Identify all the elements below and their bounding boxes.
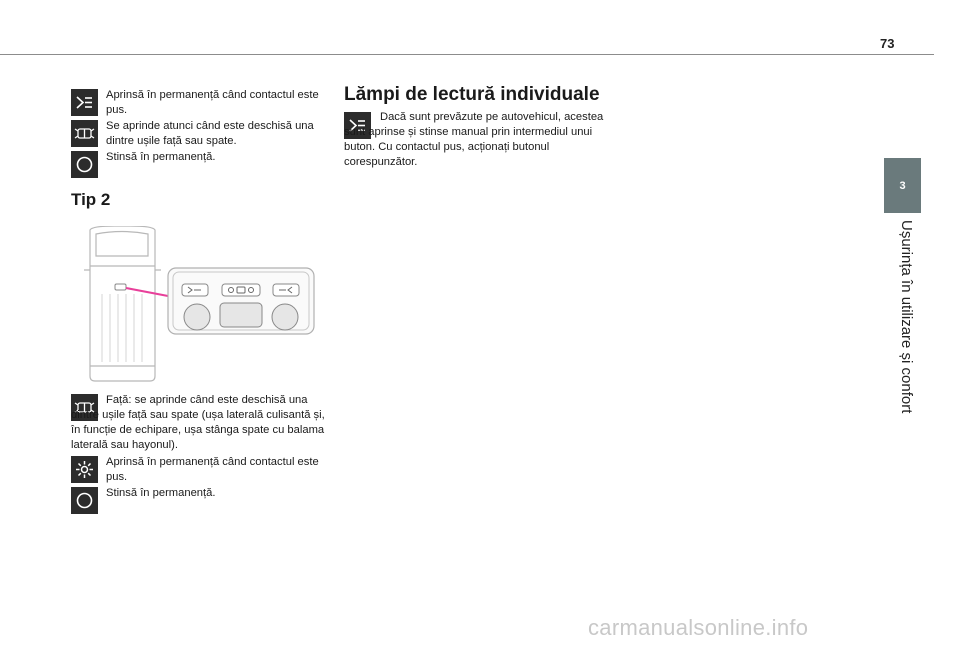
courtesy-lamp-icon — [71, 89, 98, 116]
reading-lamps-text: Dacă sunt prevăzute pe autovehicul, acestea sunt aprinse și stinse manual prin intermediul unui buton. Cu contactul pus, acționați butonul corespunzător. — [344, 111, 604, 168]
chapter-tab[interactable]: 3 — [884, 158, 921, 213]
page-number: 73 — [880, 36, 895, 51]
ceiling-lamp-figure — [70, 226, 320, 386]
item2-door-text: Față: se aprinde când este deschisă una dintre ușile față sau spate (ușa laterală culisantă și, în funcție de echipare, ușa stânga spate cu balama laterală sau hayonul). — [71, 394, 325, 451]
item-lamp-on-text: Aprinsă în permanență când contactul este pus. — [106, 89, 319, 116]
item2-off-text: Stinsă în permanență. — [106, 487, 216, 499]
chapter-title: Ușurința în utilizare și confort — [898, 220, 915, 414]
sun-lamp-icon — [71, 456, 98, 483]
door-open-icon — [71, 120, 98, 147]
item-off-text: Stinsă în permanență. — [106, 151, 216, 163]
watermark: carmanualsonline.info — [588, 615, 809, 640]
heading-reading-lamps: Lămpi de lectură individuale — [344, 84, 600, 105]
item-door-text: Se aprinde atunci când este deschisă una dintre ușile față sau spate. — [106, 120, 314, 147]
off-circle-icon — [71, 151, 98, 178]
heading-tip-2: Tip 2 — [71, 190, 111, 209]
item2-lamp-on-text: Aprinsă în permanență când contactul este pus. — [106, 456, 319, 483]
header-rule — [0, 54, 934, 55]
off-circle-icon — [71, 487, 98, 514]
